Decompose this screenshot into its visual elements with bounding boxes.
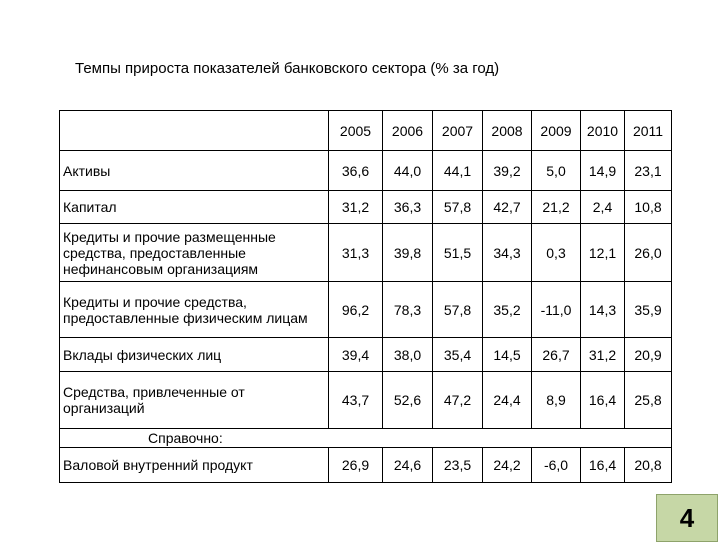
value-cell: 31,2 <box>329 191 383 224</box>
value-cell: 39,8 <box>383 224 433 282</box>
table-row <box>60 338 672 372</box>
value-cell: 24,4 <box>483 372 532 429</box>
row-label: Средства, привлеченные от организаций <box>60 372 329 429</box>
table-row <box>60 151 672 191</box>
value-cell: 39,2 <box>483 151 532 191</box>
table-row <box>60 282 672 338</box>
value-cell: 24,2 <box>483 448 532 483</box>
value-cell: 36,3 <box>383 191 433 224</box>
value-cell: 34,3 <box>483 224 532 282</box>
value-cell: -6,0 <box>532 448 581 483</box>
growth-rates-table <box>59 110 672 483</box>
value-cell: 51,5 <box>433 224 483 282</box>
value-cell: 43,7 <box>329 372 383 429</box>
value-cell: 24,6 <box>383 448 433 483</box>
value-cell: 57,8 <box>433 282 483 338</box>
table-row <box>60 372 672 429</box>
value-cell: 14,5 <box>483 338 532 372</box>
value-cell: 26,7 <box>532 338 581 372</box>
value-cell: 31,2 <box>581 338 625 372</box>
table-title: Темпы прироста показателей банковского сектора (% за год) <box>75 60 500 77</box>
value-cell: 42,7 <box>483 191 532 224</box>
value-cell: 78,3 <box>383 282 433 338</box>
value-cell: 10,8 <box>625 191 672 224</box>
value-cell: 12,1 <box>581 224 625 282</box>
value-cell: 8,9 <box>532 372 581 429</box>
year-header: 2011 <box>625 111 672 151</box>
header-empty-cell <box>60 111 329 151</box>
value-cell: 35,4 <box>433 338 483 372</box>
value-cell: 44,1 <box>433 151 483 191</box>
value-cell: 0,3 <box>532 224 581 282</box>
row-label: Кредиты и прочие средства, предоставленные физическим лицам <box>60 282 329 338</box>
value-cell: 31,3 <box>329 224 383 282</box>
value-cell: 5,0 <box>532 151 581 191</box>
table-row <box>60 224 672 282</box>
year-header: 2006 <box>383 111 433 151</box>
value-cell: 35,9 <box>625 282 672 338</box>
table-row <box>60 191 672 224</box>
value-cell: 16,4 <box>581 372 625 429</box>
value-cell: 2,4 <box>581 191 625 224</box>
value-cell: 35,2 <box>483 282 532 338</box>
value-cell: 36,6 <box>329 151 383 191</box>
value-cell: 20,9 <box>625 338 672 372</box>
value-cell: 16,4 <box>581 448 625 483</box>
year-header: 2008 <box>483 111 532 151</box>
reference-row <box>60 429 672 448</box>
value-cell: -11,0 <box>532 282 581 338</box>
row-label: Валовой внутренний продукт <box>60 448 329 483</box>
value-cell: 20,8 <box>625 448 672 483</box>
gdp-row <box>60 448 672 483</box>
value-cell: 47,2 <box>433 372 483 429</box>
value-cell: 14,9 <box>581 151 625 191</box>
value-cell: 23,5 <box>433 448 483 483</box>
value-cell: 25,8 <box>625 372 672 429</box>
header-row <box>60 111 672 151</box>
value-cell: 96,2 <box>329 282 383 338</box>
value-cell: 44,0 <box>383 151 433 191</box>
year-header: 2007 <box>433 111 483 151</box>
value-cell: 57,8 <box>433 191 483 224</box>
value-cell: 23,1 <box>625 151 672 191</box>
year-header: 2005 <box>329 111 383 151</box>
year-header: 2009 <box>532 111 581 151</box>
value-cell: 21,2 <box>532 191 581 224</box>
row-label: Кредиты и прочие размещенные средства, предоставленные нефинансовым организациям <box>60 224 329 282</box>
value-cell: 26,0 <box>625 224 672 282</box>
reference-label: Справочно: <box>60 429 672 448</box>
row-label: Капитал <box>60 191 329 224</box>
value-cell: 26,9 <box>329 448 383 483</box>
page-number-badge: 4 <box>656 494 718 542</box>
row-label: Активы <box>60 151 329 191</box>
value-cell: 52,6 <box>383 372 433 429</box>
value-cell: 38,0 <box>383 338 433 372</box>
row-label: Вклады физических лиц <box>60 338 329 372</box>
value-cell: 39,4 <box>329 338 383 372</box>
year-header: 2010 <box>581 111 625 151</box>
value-cell: 14,3 <box>581 282 625 338</box>
